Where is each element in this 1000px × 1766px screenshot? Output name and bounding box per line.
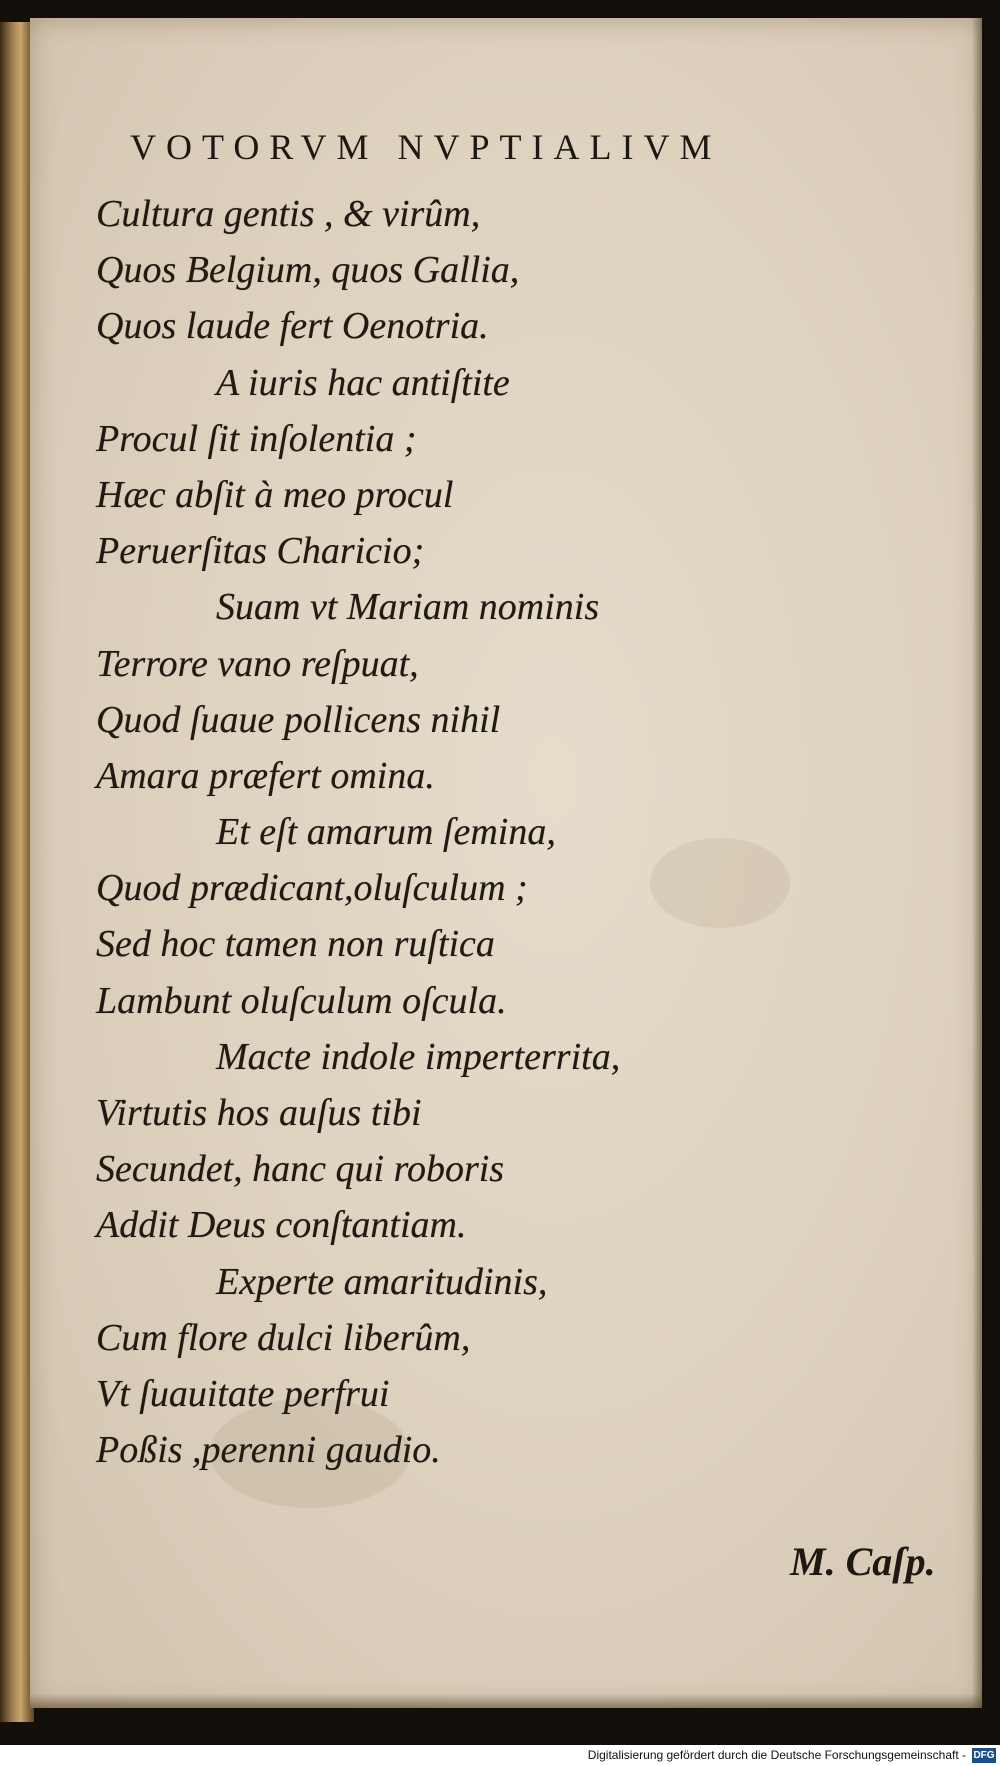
verse-line: Procul ſit inſolentia ; <box>96 417 417 460</box>
author-signature: M. Caſp. <box>790 1539 936 1584</box>
verse-line: A iuris hac antiſtite <box>216 361 510 404</box>
verse-line: Hæc abſit à meo procul <box>96 473 454 516</box>
verse-line: Cum flore dulci liberûm, <box>96 1316 471 1359</box>
funding-note: Digitalisierung gefördert durch die Deutsche Forschungsgemeinschaft - <box>587 1748 966 1762</box>
verse-line: Lambunt oluſculum oſcula. <box>96 979 507 1022</box>
verse-line: Experte amaritudinis, <box>216 1260 548 1303</box>
verse-line: Secundet, hanc qui roboris <box>96 1148 505 1191</box>
dfg-logo[interactable]: DFG <box>973 1750 995 1761</box>
running-head: VOTORVM NVPTIALIVM <box>130 127 722 167</box>
verse-line: Quod prædicant,oluſculum ; <box>96 867 528 910</box>
verse-line: Virtutis hos auſus tibi <box>96 1092 422 1134</box>
verse-line: Macte indole imperterrita, <box>216 1035 621 1078</box>
book-binding <box>0 22 34 1722</box>
page-edge <box>30 1694 982 1708</box>
verse-line: Quos Belgium, quos Gallia, <box>96 249 520 292</box>
verse-line: Addit Deus conſtantiam. <box>96 1204 467 1247</box>
verse-line: Quod ſuaue pollicens nihil <box>96 698 501 741</box>
verse-line: Et eſt amarum ſemina, <box>216 811 556 854</box>
digitization-footer <box>0 1745 1000 1766</box>
verse-line: Amara præfert omina. <box>96 754 435 797</box>
page-edge <box>972 18 982 1708</box>
verse-line: Poßis ,perenni gaudio. <box>96 1429 441 1472</box>
verse-line: Vt ſuauitate perfrui <box>96 1372 390 1415</box>
verse-line: Terrore vano reſpuat, <box>96 642 419 685</box>
verse-line: Cultura gentis , & virûm, <box>96 193 481 235</box>
verse-line: Sed hoc tamen non ruſtica <box>96 923 495 966</box>
poem <box>96 186 836 1478</box>
book-page <box>30 18 982 1708</box>
verse-line: Suam vt Mariam nominis <box>216 586 600 629</box>
verse-line: Quos laude fert Oenotria. <box>96 305 489 348</box>
verse-line: Peruerſitas Charicio; <box>96 530 425 573</box>
